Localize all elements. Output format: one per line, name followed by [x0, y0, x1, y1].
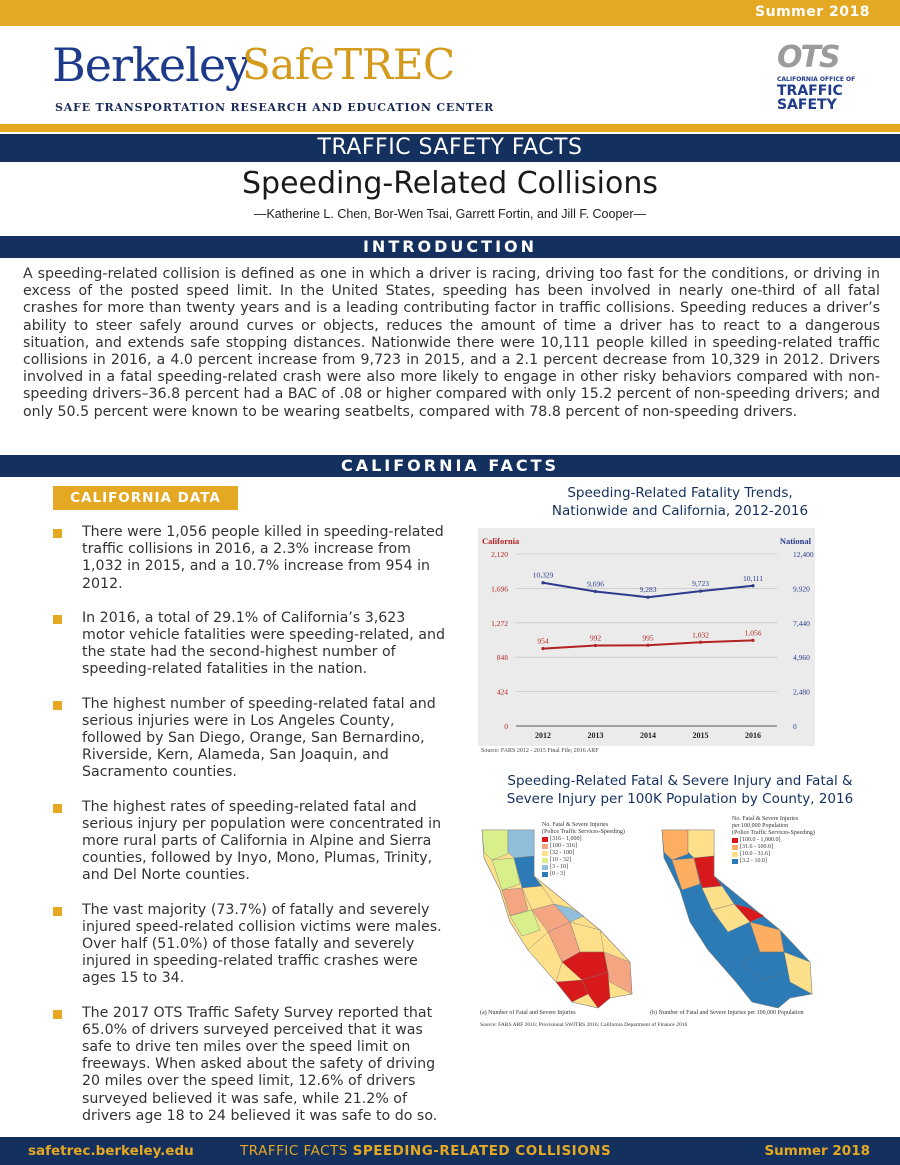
bullet-text: The highest number of speeding-related fatal and serious injuries were in Los Angeles County, followed by San Diego, Orange, San Bernardino, Riverside, Kern, Alameda, San Joaquin, and Sacramento counties. — [82, 695, 436, 781]
right-axis-series-name: National — [779, 536, 811, 546]
traffic-safety-facts-band: TRAFFIC SAFETY FACTS — [0, 134, 900, 162]
bullet-text: The highest rates of speeding-related fatal and serious injury per population were concentrated in more rural parts of California in Alpine and Sierra counties, followed by Inyo, Mono, Plumas, Trinity, and Del Norte counties. — [82, 798, 442, 884]
legend-title: per 100,000 Population — [732, 823, 789, 829]
bullet-square-icon — [53, 1010, 62, 1019]
bullet-square-icon — [53, 907, 62, 916]
legend-label: [3 - 10] — [550, 864, 568, 870]
legend-swatch — [542, 858, 548, 863]
chart-title-line-1: Speeding-Related Fatality Trends, — [567, 485, 793, 501]
right-tick-label: 0 — [793, 722, 797, 731]
legend-swatch — [542, 844, 548, 849]
data-label: 9,723 — [692, 579, 709, 589]
legend-row — [542, 836, 625, 843]
right-tick-label: 2,480 — [793, 687, 810, 697]
legend-swatch — [542, 851, 548, 856]
right-tick-label: 4,960 — [793, 653, 810, 663]
map-title-line-2: Severe Injury per 100K Population by County, 2016 — [506, 791, 854, 807]
data-point — [699, 641, 702, 644]
data-label: 10,111 — [742, 573, 764, 583]
legend-title: No. Fatal & Severe Injuries — [542, 822, 609, 828]
footer-series-plain: TRAFFIC FACTS — [240, 1143, 353, 1159]
map-a-caption: (a) Number of Fatal and Severe Injuries — [480, 1010, 576, 1016]
list-item — [52, 1005, 447, 1125]
legend-row — [542, 871, 625, 878]
data-point — [699, 590, 702, 593]
legend-title: (Police Traffic Services-Speeding) — [542, 829, 625, 835]
ots-small-text: CALIFORNIA OFFICE OF — [777, 76, 856, 83]
bullet-square-icon — [53, 804, 62, 813]
ots-big-text — [777, 84, 843, 112]
footer-series-bold: SPEEDING-RELATED COLLISIONS — [352, 1143, 612, 1159]
gold-divider — [0, 124, 900, 132]
data-label: 9,283 — [639, 585, 657, 595]
ots-logo — [775, 40, 860, 115]
legend-swatch — [542, 837, 548, 842]
legend-row — [542, 864, 625, 871]
fatality-trend-chart — [478, 528, 815, 746]
legend-swatch — [542, 865, 548, 870]
data-point — [594, 644, 597, 647]
legend-swatch — [542, 872, 548, 877]
legend-row — [732, 858, 815, 865]
legend-row — [542, 857, 625, 864]
list-item — [52, 696, 447, 782]
list-item — [52, 902, 447, 988]
bullet-square-icon — [53, 701, 62, 710]
legend-swatch — [732, 859, 738, 864]
map-b-caption: (b) Number of Fatal and Severe Injuries per 100,000 Population — [650, 1010, 804, 1016]
ots-line-1: TRAFFIC — [777, 83, 843, 99]
legend-swatch — [732, 845, 738, 850]
california-facts-heading: CALIFORNIA FACTS — [0, 455, 900, 477]
legend-label: [31.6 - 100.0] — [740, 844, 773, 850]
legend-row — [542, 843, 625, 850]
data-point — [646, 596, 649, 599]
california-bullet-list — [52, 524, 447, 1142]
map-source-note: Source: FARS ARF 2016; Provisional SWITRS 2016; California Department of Finance 2016 — [480, 1022, 688, 1028]
fatality-trend-chart-title — [470, 484, 890, 520]
data-label: 1,056 — [744, 628, 762, 638]
chart-source-note: Source: FARS 2012 - 2015 Final File; 2016 ARF — [481, 748, 599, 754]
data-label: 995 — [642, 633, 654, 643]
bullet-text: In 2016, a total of 29.1% of California’s 3,623 motor vehicle fatalities were speeding-related, and the state had the second-highest number of speeding-related fatalities in the nation. — [82, 609, 445, 678]
legend-row — [732, 844, 815, 851]
left-tick-label: 848 — [496, 653, 508, 663]
legend-label: [100 - 316] — [550, 843, 577, 849]
legend-label: [10 - 32] — [550, 857, 571, 863]
list-item — [52, 610, 447, 679]
map-b-legend — [732, 816, 815, 865]
legend-row — [732, 837, 815, 844]
data-point — [646, 644, 649, 647]
bullet-square-icon — [53, 529, 62, 538]
left-tick-label: 1,272 — [491, 618, 508, 628]
left-tick-label: 424 — [496, 687, 508, 697]
list-item — [52, 524, 447, 593]
footer-bar — [0, 1137, 900, 1165]
legend-row — [542, 850, 625, 857]
map-title-line-1: Speeding-Related Fatal & Severe Injury and Fatal & — [507, 773, 853, 789]
legend-title: No. Fatal & Severe Injuries — [732, 816, 799, 822]
left-tick-label: 1,696 — [491, 584, 508, 594]
ots-line-2: SAFETY — [777, 97, 837, 113]
data-point — [594, 590, 597, 593]
list-item — [52, 799, 447, 885]
x-tick-label: 2013 — [587, 731, 604, 740]
map-a-legend — [542, 822, 625, 878]
footer-season: Summer 2018 — [764, 1143, 870, 1159]
right-tick-label: 12,400 — [793, 550, 814, 559]
right-tick-label: 7,440 — [793, 618, 810, 628]
county-maps-svg — [470, 812, 890, 1037]
bullet-text: There were 1,056 people killed in speeding-related traffic collisions in 2016, a 2.3% increase from 1,032 in 2015, and a 10.7% increase from 954 in 2012. — [82, 524, 444, 592]
top-bar — [0, 0, 900, 26]
legend-label: [10.0 - 31.6] — [740, 851, 770, 857]
legend-label: [3.2 - 10.0] — [740, 858, 767, 864]
x-tick-label: 2012 — [535, 731, 551, 740]
legend-label: [100.0 - 1,000.0] — [740, 837, 781, 843]
data-label: 992 — [589, 633, 602, 643]
left-tick-label: 2,120 — [491, 550, 508, 559]
county-maps — [470, 812, 890, 1037]
x-tick-label: 2016 — [745, 731, 761, 740]
legend-title: (Police Traffic Services-Speeding) — [732, 830, 815, 836]
footer-url-link[interactable]: safetrec.berkeley.edu — [28, 1143, 194, 1159]
california-data-tag: CALIFORNIA DATA — [53, 486, 238, 510]
legend-swatch — [732, 852, 738, 857]
logo-subtitle: SAFE TRANSPORTATION RESEARCH AND EDUCATION CENTER — [55, 101, 495, 114]
page-title: Speeding-Related Collisions — [241, 166, 658, 201]
data-label: 10,329 — [532, 570, 554, 580]
bullet-square-icon — [53, 615, 62, 624]
berkeley-logo: Berkeley — [52, 38, 251, 92]
data-label: 1,032 — [692, 630, 709, 640]
data-label: 954 — [537, 636, 549, 646]
chart-title-line-2: Nationwide and California, 2012-2016 — [551, 503, 809, 519]
left-tick-label: 0 — [504, 722, 508, 731]
legend-label: [0 - 3] — [550, 871, 565, 877]
data-point — [541, 647, 544, 650]
footer-series-title — [240, 1143, 611, 1159]
legend-row — [732, 851, 815, 858]
introduction-heading: INTRODUCTION — [0, 236, 900, 258]
right-tick-label: 9,920 — [793, 584, 810, 594]
legend-label: [32 - 100] — [550, 850, 574, 856]
bullet-text: The 2017 OTS Traffic Safety Survey reported that 65.0% of drivers surveyed perceived that it was safe to drive ten miles over the speed limit on freeways. When asked about the safety of driving 20 miles over the speed limit, 12.6% of drivers surveyed believed it was safe, while 21.2% of drivers age 18 to 24 believed it was safe to do so. — [82, 1004, 438, 1124]
season-label: Summer 2018 — [755, 4, 870, 20]
county-map-title — [470, 772, 890, 808]
authors-line: —Katherine L. Chen, Bor-Wen Tsai, Garrett Fortin, and Jill F. Cooper— — [253, 207, 647, 221]
ots-letters: OTS — [777, 40, 839, 75]
left-axis-series-name: California — [482, 536, 520, 546]
data-point — [751, 584, 754, 587]
legend-label: [316 - 1,000] — [550, 836, 582, 842]
safetrec-logo: SafeTREC — [242, 40, 455, 89]
fatality-trend-chart-svg — [478, 528, 815, 746]
bullet-text: The vast majority (73.7%) of fatally and severely injured speed-related collision victims were males. Over half (51.0%) of those fatally and severely injured in speeding-related traffic crashes were ages 15 to 34. — [82, 901, 442, 987]
x-tick-label: 2014 — [640, 731, 656, 740]
x-tick-label: 2015 — [692, 731, 709, 740]
data-label: 9,696 — [587, 579, 604, 589]
data-point — [541, 581, 544, 584]
legend-swatch — [732, 838, 738, 843]
data-point — [751, 639, 754, 642]
introduction-text: A speeding-related collision is defined as one in which a driver is racing, driving too fast for the conditions, or driving in excess of the posted speed limit. In the United States, speeding has been involved in nearly one-third of all fatal crashes for more than twenty years and is a leading contributing factor in traffic collisions. Speeding reduces a driver’s ability to steer safely around curves or objects, reduces the amount of time a driver has to react to a dangerous situation, and extends safe stopping distances. Nationwide there were 10,111 people killed in speeding-related traffic collisions in 2016, a 4.0 percent increase from 9,723 in 2015, and a 2.1 percent decrease from 10,329 in 2012. Drivers involved in a fatal speeding-related crash were also more likely to engage in other risky behaviors compared with non-speeding drivers–36.8 percent had a BAC of .08 or higher compared with only 15.2 percent of non-speeding drivers; and only 50.5 percent were known to be wearing seatbelts, compared with 78.8 percent of non-speeding drivers. — [23, 266, 881, 420]
